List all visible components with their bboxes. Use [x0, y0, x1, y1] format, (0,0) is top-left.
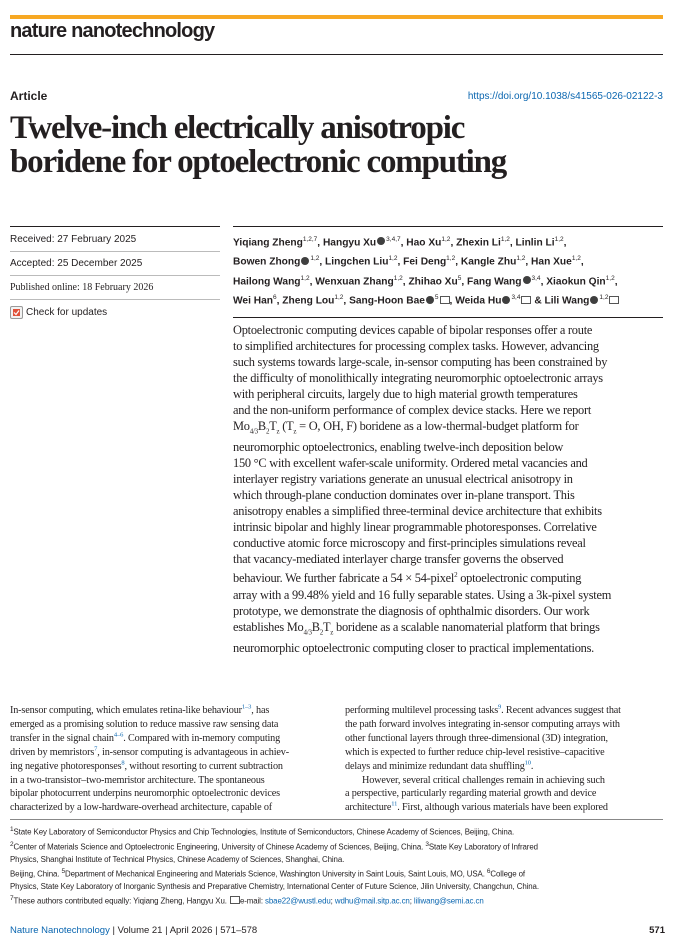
body-column-left	[10, 704, 335, 815]
abstract-line: interlayer registry variations generate an unusual electrical anisotropy in	[233, 472, 573, 487]
article-title	[10, 111, 650, 179]
header-divider	[10, 54, 663, 55]
body-line: a perspective, particularly regarding material growth and device	[345, 788, 597, 800]
email-link[interactable]: wdhu@mail.sitp.ac.cn	[334, 896, 410, 906]
meta-divider	[10, 299, 220, 300]
author-text: Bowen Zhong	[233, 256, 301, 268]
affiliations	[10, 824, 665, 908]
affiliation-line: Beijing, China. $^5$Department of Mechanical Engineering and Materials Science, Washington University in Saint Louis, Saint Louis, MO, USA. $^6$College of	[10, 867, 525, 879]
meta-divider	[10, 251, 220, 252]
meta-divider	[10, 226, 220, 227]
body-line: performing multilevel processing tasks$^9$. Recent advances suggest that	[345, 703, 621, 716]
received-date: Received: 27 February 2025	[10, 234, 137, 245]
page-number: 571	[649, 925, 665, 936]
affiliation-line: $^2$Center of Materials Science and Optoelectronic Engineering, University of Chinese Academy of Sciences, Beijing, China. $^3$State Key Laboratory of Infrared	[10, 840, 538, 852]
email-link[interactable]: liliwang@semi.ac.cn	[413, 896, 484, 906]
body-line: the path forward involves integrating in-sensor computing arrays with	[345, 718, 620, 730]
mail-icon[interactable]	[440, 296, 450, 304]
check-updates-link[interactable]	[10, 306, 107, 319]
author-line: Bowen Zhong $^{1,2}$, Lingchen Liu$^{1,2}$, Fei Deng$^{1,2}$, Kangle Zhu$^{1,2}$, Han Xue$^{1,2}$,	[233, 255, 584, 268]
affiliation-line: Physics, State Key Laboratory of Inorganic Synthesis and Preparative Chemistry, International Center of Future Science, Jilin University, Changchun, China.	[10, 881, 539, 891]
author-line: Hailong Wang$^{1,2}$, Wenxuan Zhang$^{1,2}$, Zhihao Xu$^5$, Fang Wang $^{3,4}$, Xiaokun Qin$^{1,2}$,	[233, 274, 618, 288]
abstract-line: neuromorphic optoelectronics, enabling twelve-inch deposition below	[233, 440, 564, 455]
author-text: Hailong Wang	[233, 276, 301, 288]
mail-icon	[230, 896, 240, 904]
check-updates-icon	[10, 306, 23, 319]
body-line: ing negative photoresponses$^8$, without resorting to current subtraction	[10, 759, 283, 772]
orcid-icon[interactable]	[301, 257, 309, 265]
body-line: architecture$^{11}$. First, although various materials have been explored	[345, 800, 608, 814]
body-line: delays and minimize redundant data shuffling$^{10}$.	[345, 759, 534, 772]
abstract-line: the difficulty of monolithically integrating neuromorphic optoelectronic arrays	[233, 371, 603, 385]
author-line: Yiqiang Zheng$^{1,2,7}$, Hangyu Xu $^{3,4,7}$, Hao Xu$^{1,2}$, Zhexin Li$^{1,2}$, Linlin Li$^{1,2}$,	[233, 236, 567, 249]
body-line: driven by memristors$^7$, in-sensor computing is advantageous in achiev-	[10, 745, 289, 758]
abstract-line: 150 °C with excellent wafer-scale uniformity. Ordered metal vacancies and	[233, 456, 588, 471]
article-type: Article	[10, 89, 48, 103]
body-line: characterized by a low-hardware-overhead architecture, capable of	[10, 802, 273, 814]
accepted-date: Accepted: 25 December 2025	[10, 258, 143, 269]
author-line: Wei Han$^6$, Zheng Lou$^{1,2}$, Sang-Hoon Bae $^5$ , Weida Hu $^{3,4}$ & Lili Wang $^{1,2}$	[233, 290, 673, 309]
footer-journal[interactable]: Nature Nanotechnology	[10, 925, 110, 936]
body-line: bipolar photocurrent underpins neuromorphic optoelectronic devices	[10, 788, 280, 800]
journal-accent-bar	[10, 15, 663, 19]
abstract-line: Optoelectronic computing devices capable of bipolar responses offer a route	[233, 323, 593, 337]
check-updates-label: Check for updates	[26, 307, 108, 318]
body-line: In-sensor computing, which emulates retina-like behaviour$^{1-3}$, has	[10, 703, 270, 716]
orcid-icon[interactable]	[523, 276, 531, 284]
abstract-line: which through-plane conduction dominates over in-plane transport. This	[233, 488, 575, 503]
abstract-line: anisotropy enables a simplified three-terminal device architecture that exhibits	[233, 504, 602, 519]
footer-issue: | Volume 21 | April 2026 | 571–578	[109, 925, 258, 936]
abstract-line: behaviour. We further fabricate a 54 × 54-pixel$^2$ optoelectronic computing	[233, 571, 582, 586]
orcid-icon[interactable]	[377, 237, 385, 245]
affiliation-line: $^1$State Key Laboratory of Semiconductor Physics and Chip Technologies, Institute of Semiconductors, Chinese Academy of Sciences, Beijing, China.	[10, 826, 515, 837]
meta-divider	[10, 275, 220, 276]
abstract-line: establishes $Mo_{4/3}B_2T_z$ boridene as a scalable nanomaterial platform that brings	[233, 619, 600, 637]
body-line: However, several critical challenges remain in achieving such	[362, 774, 605, 786]
mail-icon[interactable]	[521, 296, 531, 304]
abstract-line: neuromorphic optoelectronic computing closer to practical implementations.	[233, 641, 595, 656]
authors-divider	[233, 226, 663, 227]
affiliation-line: Physics, Shanghai Institute of Technical Physics, Chinese Academy of Sciences, Shanghai, China.	[10, 854, 345, 864]
abstract-line: with peripheral circuits, largely due to high material growth temperatures	[233, 387, 578, 401]
mail-icon[interactable]	[609, 296, 619, 304]
title-line: Twelve-inch electrically anisotropic	[10, 110, 465, 146]
body-line: which is expected to further reduce chip-level resistive–capacitive	[345, 746, 605, 758]
author-text: Yiqiang Zheng	[233, 237, 303, 249]
affiliations-divider	[10, 819, 663, 820]
journal-name: nature nanotechnology	[10, 20, 215, 42]
body-column-right	[345, 704, 667, 815]
footer-citation	[10, 925, 257, 936]
abstract-line: conductive atomic force microscopy and first-principles simulations reveal	[233, 536, 586, 551]
email-link[interactable]: sbae22@wustl.edu	[265, 896, 331, 906]
abstract-line: intrinsic bipolar and highly linear programmable photoresponses. Correlative	[233, 520, 597, 535]
body-line: transfer in the signal chain$^{4-6}$. Compared with in-memory computing	[10, 731, 281, 744]
author-text: Wei Han	[233, 295, 274, 307]
abstract-line: prototype, we demonstrate the diagnosis of ophthalmic disorders. Our work	[233, 603, 590, 618]
body-line: in a two-transistor–two-memristor architecture. The spontaneous	[10, 774, 265, 786]
body-line: emerged as a promising solution to reduce massive raw sensing data	[10, 718, 279, 730]
orcid-icon[interactable]	[590, 296, 598, 304]
abstract-divider	[233, 317, 663, 318]
title-line: boridene for optoelectronic computing	[10, 144, 507, 180]
author-list	[233, 232, 673, 310]
orcid-icon[interactable]	[426, 296, 434, 304]
abstract-line: such systems towards large-scale, in-sensor computing has been constrained by	[233, 355, 608, 369]
abstract-line: $Mo_{4/3}B_2T_z$ ($T_z = O$, OH, F) boridene as a low-thermal-budget platform for	[233, 419, 579, 436]
abstract-line: and the non-uniform performance of complex device stacks. Here we report	[233, 403, 592, 417]
published-date: Published online: 18 February 2026	[10, 282, 154, 293]
affiliation-line: $^7$These authors contributed equally: Yiqiang Zheng, Hangyu Xu. e-mail: sbae22@wustl.edu; wdhu@mail.sitp.ac.cn; liliwang@semi.ac.cn	[10, 894, 484, 906]
abstract	[233, 322, 673, 656]
body-line: other functional layers through three-dimensional (3D) integration,	[345, 732, 608, 744]
abstract-line: array with a 99.48% yield and 16 fully separable states. Using a 3k-pixel system	[233, 587, 612, 602]
doi-link[interactable]: https://doi.org/10.1038/s41565-026-02122-3	[467, 91, 663, 102]
abstract-line: that vacancy-mediated interlayer charge transfer governs the observed	[233, 552, 564, 567]
orcid-icon[interactable]	[502, 296, 510, 304]
abstract-line: to simplified architectures for processing complex tasks. However, advancing	[233, 339, 599, 353]
